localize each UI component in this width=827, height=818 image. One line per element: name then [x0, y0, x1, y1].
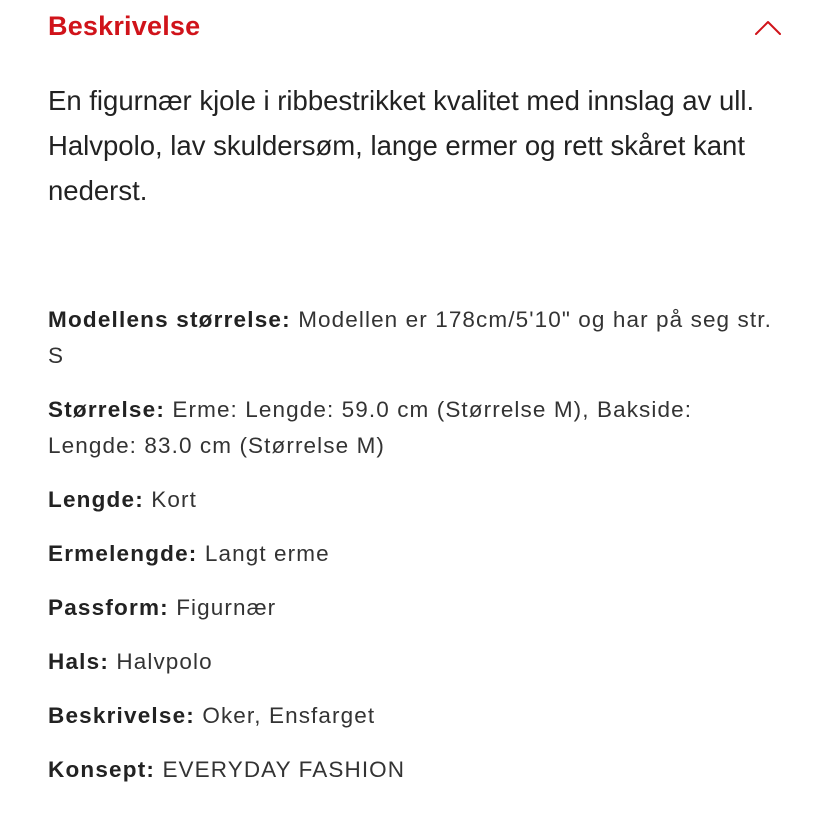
product-description: En figurnær kjole i ribbestrikket kvalitet med innslag av ull. Halvpolo, lav skuldersøm, lange ermer og rett skåret kant nederst.: [48, 85, 755, 206]
attribute-value: Figurnær: [176, 595, 277, 620]
attribute-key: Passform:: [48, 595, 169, 620]
attribute-key: Beskrivelse:: [48, 703, 195, 728]
attribute-row-description: [48, 698, 788, 734]
attribute-row-length: [48, 482, 788, 518]
attribute-key: Størrelse:: [48, 397, 166, 422]
attribute-row-neck: [48, 644, 788, 680]
chevron-up-icon: [752, 12, 784, 40]
collapse-toggle-button[interactable]: [752, 12, 784, 40]
accordion-header[interactable]: [48, 8, 788, 48]
attribute-value: Kort: [151, 487, 197, 512]
attribute-value: EVERYDAY FASHION: [162, 757, 406, 782]
attribute-key: Hals:: [48, 649, 110, 674]
attribute-key: Lengde:: [48, 487, 144, 512]
attribute-key: Konsept:: [48, 757, 156, 782]
attribute-row-fit: [48, 590, 788, 626]
attribute-row-sleeve-length: [48, 536, 788, 572]
attribute-value: Erme: Lengde: 59.0 cm (Størrelse M), Bakside: Lengde: 83.0 cm (Størrelse M): [48, 397, 693, 458]
attribute-row-concept: [48, 752, 788, 788]
attribute-value: Modellen er 178cm/5'10" og har på seg str. S: [48, 307, 772, 368]
product-attributes: [48, 302, 788, 806]
attribute-row-model-size: [48, 302, 788, 374]
description-panel: [48, 0, 788, 818]
section-title: Beskrivelse: [48, 11, 201, 41]
attribute-value: Halvpolo: [116, 649, 213, 674]
attribute-key: Modellens størrelse:: [48, 307, 291, 332]
attribute-row-size: [48, 392, 788, 464]
attribute-value: Langt erme: [204, 541, 330, 566]
attribute-value: Oker, Ensfarget: [202, 703, 376, 728]
attribute-key: Ermelengde:: [48, 541, 198, 566]
